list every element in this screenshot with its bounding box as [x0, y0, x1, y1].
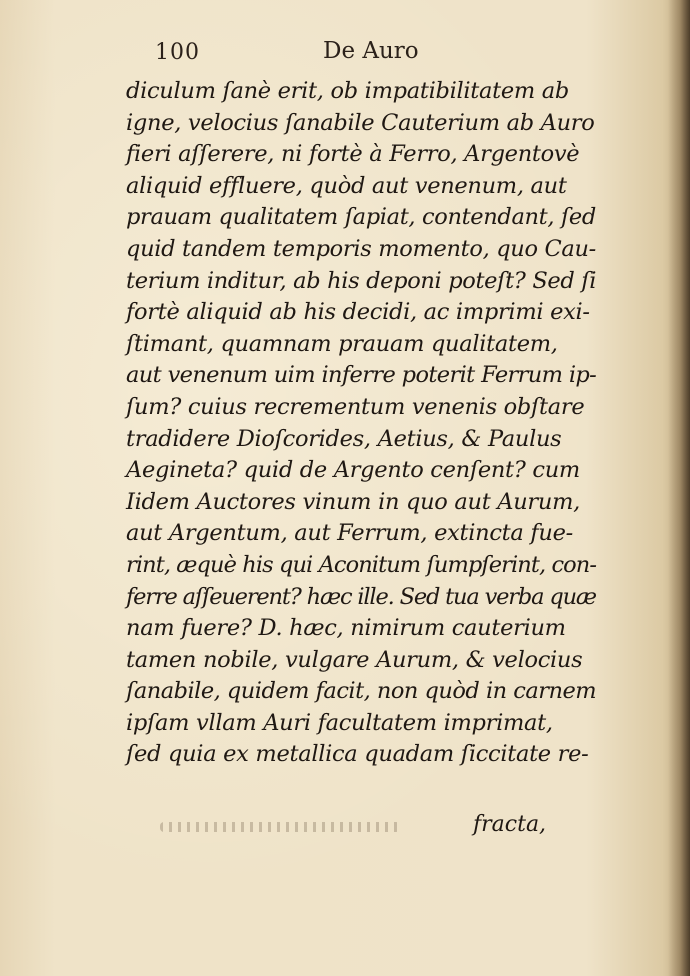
- catchword: fracta,: [473, 812, 547, 837]
- text-line: tradidere Dioſcorides, Aetius, & Paulus: [126, 425, 562, 452]
- ink-smudge: [160, 822, 400, 832]
- text-line: diculum ſanè erit, ob impatibilitatem ab: [126, 78, 569, 104]
- text-line: tamen nobile, vulgare Aurum, & velocius: [126, 646, 583, 673]
- text-line: Aegineta? quid de Argento cenſent? cum: [126, 457, 580, 484]
- text-line: rint, æquè his qui Aconitum ſumpſerint, con-: [126, 551, 597, 578]
- running-head: De Auro: [323, 38, 419, 64]
- text-line: fieri aſſerere, ni fortè à Ferro, Argentovè: [126, 141, 580, 168]
- text-line: ferre aſſeuerent? hæc ille. Sed tua verba quæ: [126, 583, 596, 610]
- text-line: ſum? cuius recrementum venenis obſtare: [126, 393, 585, 420]
- text-line: prauam qualitatem ſapiat, contendant, ſed: [126, 204, 596, 231]
- text-line: Iidem Auctores vinum in quo aut Aurum,: [126, 488, 580, 515]
- text-line: ipſam vllam Auri facultatem imprimat,: [126, 709, 553, 736]
- text-line: fortè aliquid ab his decidi, ac imprimi exi-: [126, 299, 590, 326]
- text-line: igne, velocius ſanabile Cauterium ab Auro: [126, 109, 595, 136]
- text-line: ſanabile, quidem facit, non quòd in carnem: [126, 678, 597, 705]
- text-line: nam fuere? D. hæc, nimirum cauterium: [126, 615, 566, 642]
- text-line: terium inditur, ab his deponi poteſt? Sed ſi: [126, 267, 597, 294]
- text-line: quid tandem temporis momento, quo Cau-: [126, 235, 596, 262]
- text-line: ſtimant, quamnam prauam qualitatem,: [126, 330, 558, 357]
- page-number: 100: [155, 40, 200, 65]
- text-line: aut venenum uim inferre poterit Ferrum ip-: [126, 362, 597, 389]
- text-line: ſed quia ex metallica quadam ſiccitate re-: [126, 741, 589, 768]
- text-line: aliquid effluere, quòd aut venenum, aut: [126, 172, 567, 199]
- page-header: [155, 38, 495, 68]
- body-text: [126, 76, 596, 771]
- text-line: aut Argentum, aut Ferrum, extincta fue-: [126, 520, 573, 547]
